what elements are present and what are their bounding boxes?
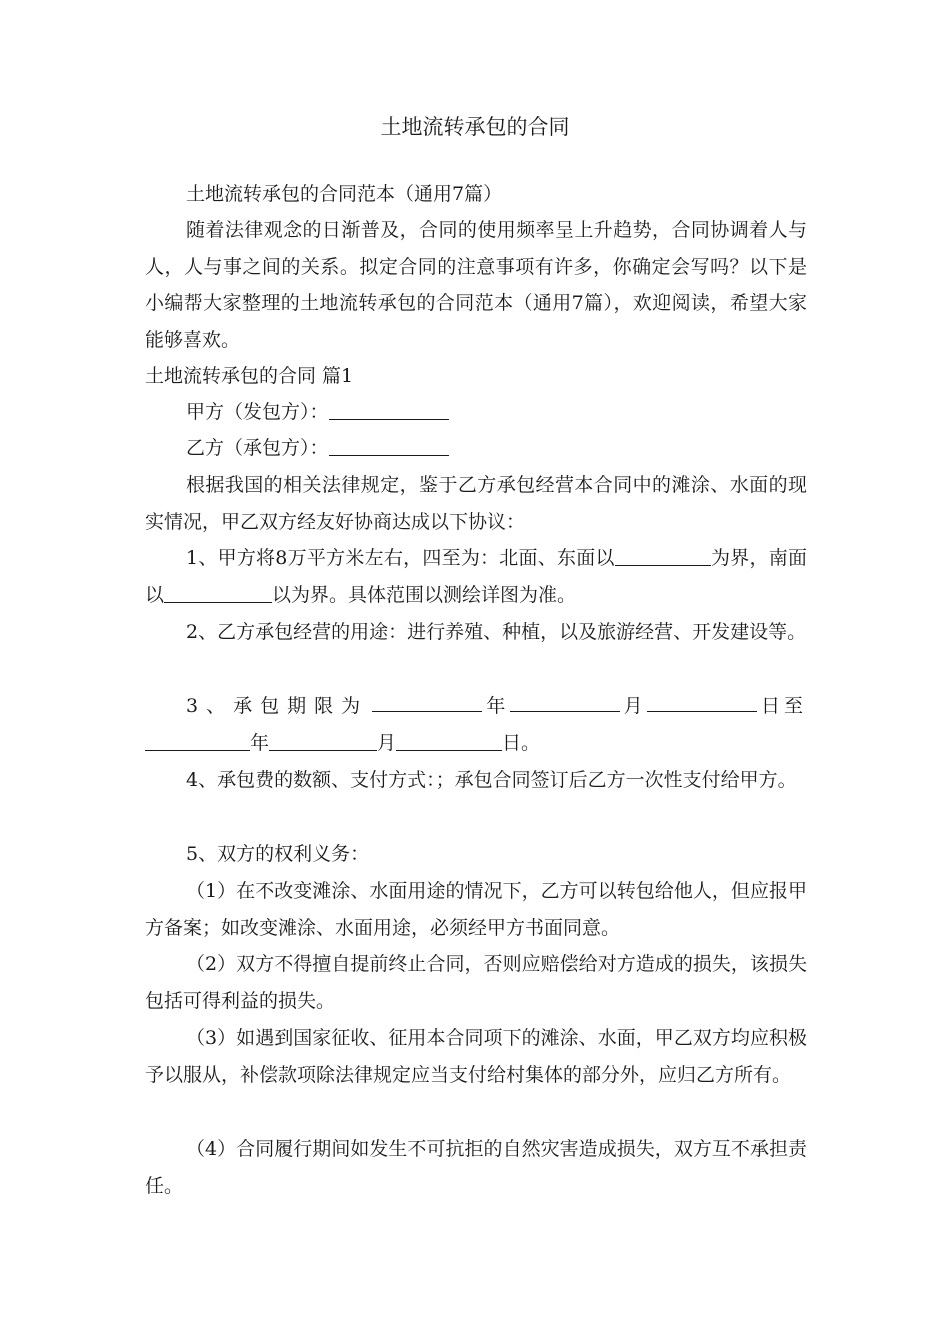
party-a-label: 甲方（发包方）： [186,401,329,423]
start-year-blank [372,689,482,712]
start-year-unit: 年 [486,695,506,717]
start-month-unit: 月 [623,695,643,717]
end-day-blank [396,728,502,751]
clause-2: 2、乙方承包经营的用途：进行养殖、种植，以及旅游经营、开发建设等。 [186,621,807,643]
north-east-boundary-blank [615,543,711,566]
party-b-blank [329,433,449,456]
clause-3 [145,688,807,761]
start-day-blank [647,689,757,712]
clause-1-part-3: 以为界。具体范围以测绘详图为准。 [272,583,577,606]
clause-3-line-2 [145,725,807,762]
clause-4: 4、承包费的数额、支付方式：；承包合同签订后乙方一次性支付给甲方。 [186,769,797,791]
party-b-line [145,430,807,467]
document-title: 土地流转承包的合同 [380,115,570,139]
south-boundary-blank [164,580,272,603]
end-year-unit: 年 [250,731,270,754]
party-b-label: 乙方（承包方）： [186,437,329,459]
intro-paragraph: 随着法律观念的日渐普及，合同的使用频率呈上升趋势，合同协调着人与人，人与事之间的关系。拟定合同的注意事项有许多，你确定会写吗？以下是小编帮大家整理的土地流转承包的合同范本（通用7篇），欢迎阅读，希望大家能够喜欢。 [145,219,807,351]
sub-clause-3: （3）如遇到国家征收、征用本合同项下的滩涂、水面，甲乙双方均应积极予以服从，补偿款项除法律规定应当支付给村集体的部分外，应归乙方所有。 [145,1027,807,1086]
clause-1 [145,540,807,613]
clause-5: 5、双方的权利义务： [186,843,370,865]
clause-3-line-1 [145,688,807,725]
document-subtitle: 土地流转承包的合同范本（通用7篇） [186,183,503,205]
end-month-blank [269,728,377,751]
sub-clause-1: （1）在不改变滩涂、水面用途的情况下，乙方可以转包给他人，但应报甲方备案；如改变滩涂、水面用途，必须经甲方书面同意。 [145,880,807,939]
party-a-blank [329,397,449,420]
start-day-unit: 日至 [760,695,807,717]
sub-clause-2: （2）双方不得擅自提前终止合同，否则应赔偿给对方造成的损失，该损失包括可得利益的损失。 [145,953,807,1012]
sub-clause-4: （4）合同履行期间如发生不可抗拒的自然灾害造成损失，双方互不承担责任。 [145,1138,807,1197]
section-heading: 土地流转承包的合同 篇1 [145,365,354,387]
end-day-unit: 日。 [502,731,541,754]
clause-1-part-2: 为界，南面以 [145,547,807,606]
party-a-line [145,394,807,431]
end-year-blank [145,728,250,751]
preamble-paragraph: 根据我国的相关法律规定，鉴于乙方承包经营本合同中的滩涂、水面的现实情况，甲乙双方经友好协商达成以下协议： [145,474,807,533]
clause-1-part-1: 1、甲方将8万平方米左右，四至为：北面、东面以 [186,547,615,569]
end-month-unit: 月 [377,731,397,754]
start-month-blank [510,689,620,712]
clause-3-prefix: 3、承包期限为 [186,695,369,717]
